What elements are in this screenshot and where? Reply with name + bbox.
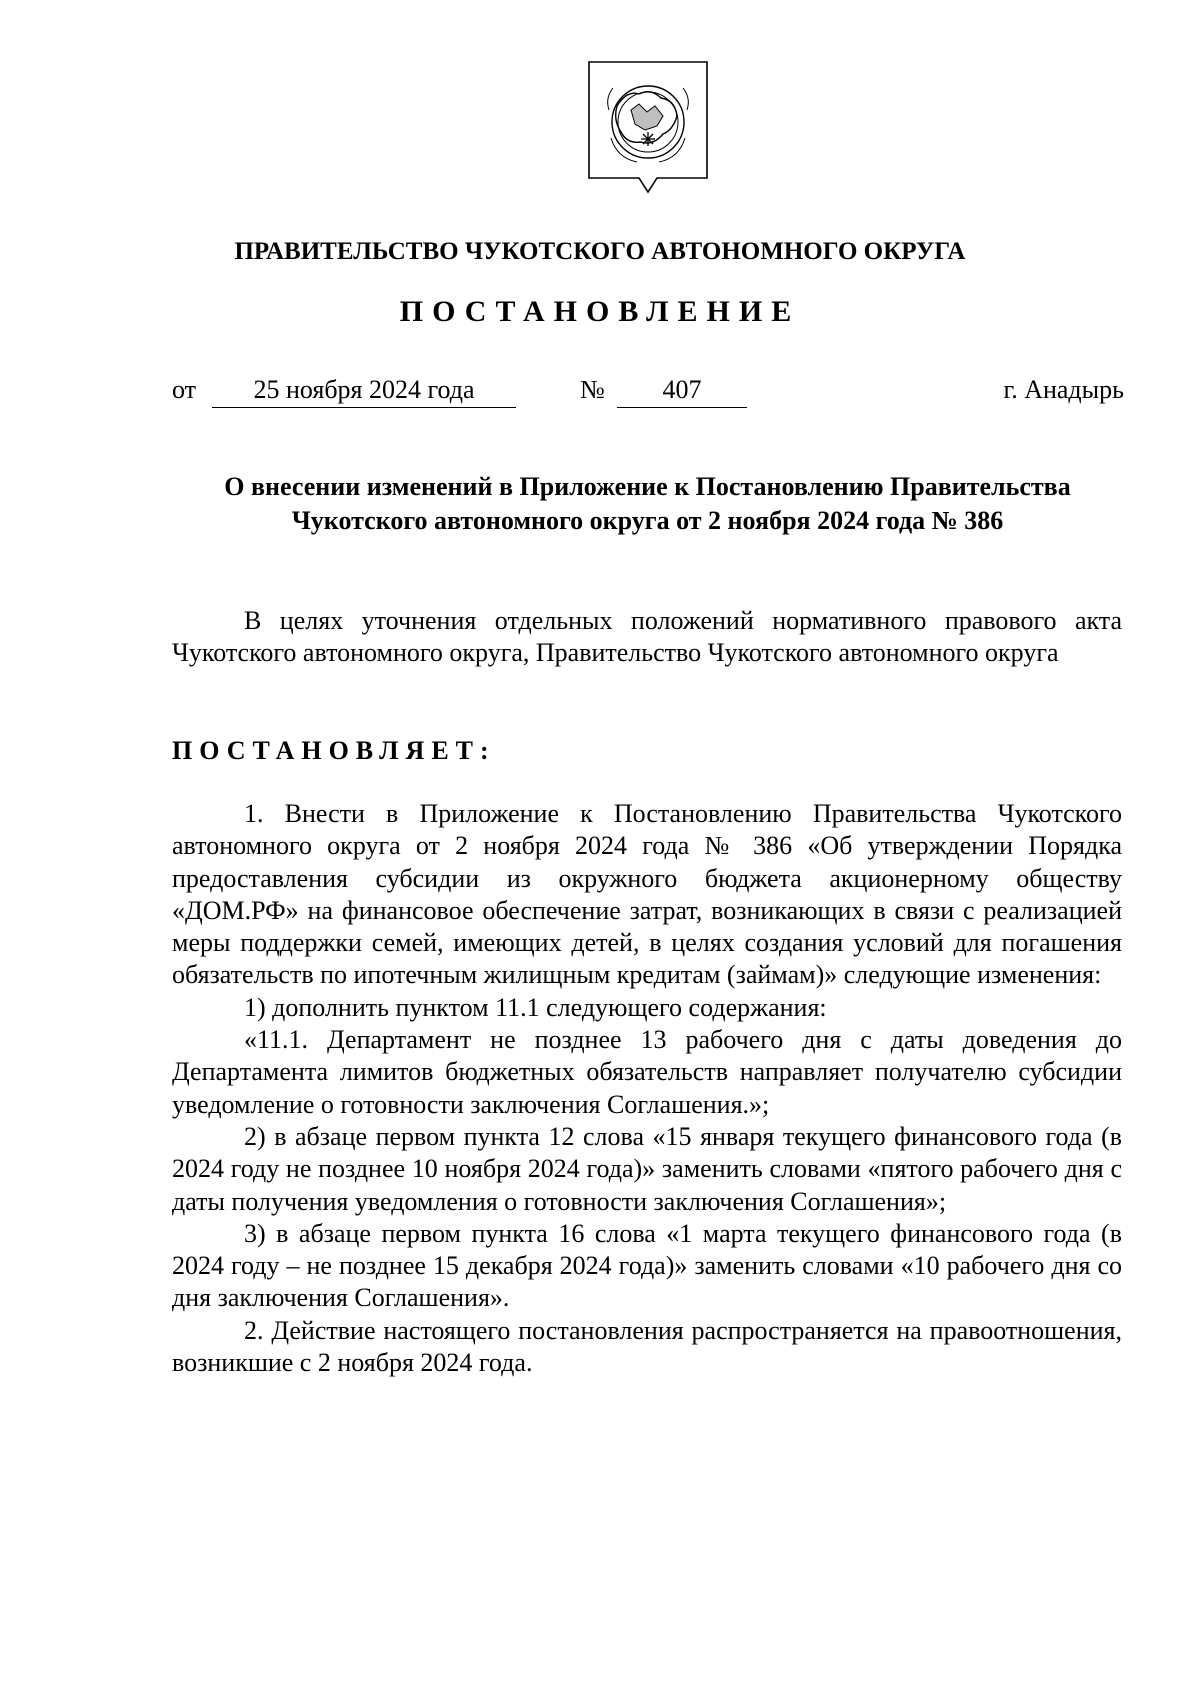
- document-date: 25 ноября 2024 года: [212, 372, 516, 408]
- coat-of-arms-emblem: [587, 60, 709, 212]
- paragraph-1-subitem-1-text: «11.1. Департамент не позднее 13 рабочего дня с даты доведения до Департамента лимитов бюджетных обязательств направляет получателю субсидии уведомление о готовности заключения Соглашения.»;: [172, 1025, 1122, 1119]
- decree-word: ПОСТАНОВЛЯЕТ:: [172, 736, 496, 765]
- document-number: 407: [617, 372, 747, 408]
- paragraph-1-subitem-1: 1) дополнить пунктом 11.1 следующего содержания:: [244, 992, 827, 1022]
- paragraph-1-subitem-2: 2) в абзаце первом пункта 12 слова «15 января текущего финансового года (в 2024 году не позднее 10 ноября 2024 года)» заменить словами «пятого рабочего дня с даты получения уведомления о готовности заключения Соглашения»;: [172, 1121, 1122, 1216]
- document-subject: О внесении изменений в Приложение к Постановлению Правительства Чукотского автономного округа от 2 ноября 2024 года № 386: [224, 472, 1071, 535]
- document-type: ПОСТАНОВЛЕНИЕ: [399, 295, 801, 328]
- paragraph-1: 1. Внести в Приложение к Постановлению Правительства Чукотского автономного округа от 2 ноября 2024 года № 386 «Об утверждении Порядка предоставления субсидии из окружного бюджета акционерному обществу «ДОМ.РФ» на финансовое обеспечение затрат, возникающих в связи с реализацией меры поддержки семей, имеющих детей, в целях создания условий для погашения обязательств по ипотечным жилищным кредитам (займам)» следующие изменения:: [172, 799, 1122, 990]
- preamble-text: В целях уточнения отдельных положений нормативного правового акта Чукотского автономного округа, Правительство Чукотского автономного округа: [172, 606, 1122, 668]
- preamble: [172, 605, 1122, 670]
- number-sign-label: №: [580, 375, 605, 404]
- organization-name: ПРАВИТЕЛЬСТВО ЧУКОТСКОГО АВТОНОМНОГО ОКРУГА: [234, 238, 966, 265]
- decree-body: [172, 798, 1122, 1379]
- paragraph-1-subitem-3: 3) в абзаце первом пункта 16 слова «1 марта текущего финансового года (в 2024 году – не позднее 15 декабря 2024 года)» заменить словами «10 рабочего дня со дня заключения Соглашения».: [172, 1218, 1122, 1313]
- paragraph-2: 2. Действие настоящего постановления распространяется на правоотношения, возникшие с 2 ноября 2024 года.: [172, 1315, 1122, 1378]
- date-prefix-label: от: [172, 375, 197, 404]
- document-city: г. Анадырь: [1003, 375, 1124, 404]
